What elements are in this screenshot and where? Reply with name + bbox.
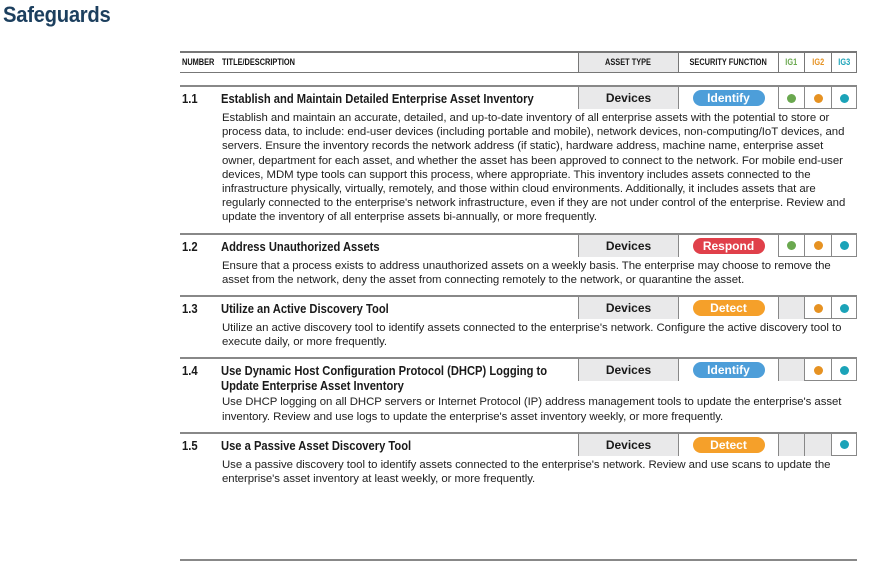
header-ig2: IG2 xyxy=(804,53,831,72)
safeguard-title: Address Unauthorized Assets xyxy=(221,238,380,254)
ig1-dot-icon xyxy=(787,241,796,250)
ig3-cell xyxy=(831,434,857,456)
safeguard-attributes xyxy=(578,297,857,319)
ig2-dot-icon xyxy=(814,241,823,250)
table-row xyxy=(180,85,857,229)
ig3-cell xyxy=(831,235,857,257)
safeguards-table xyxy=(180,51,857,490)
safeguard-number: 1.5 xyxy=(182,438,198,453)
safeguard-description: Use a passive discovery tool to identify assets connected to the enterprise's network. Review and use scans to update the enterprise's asset inventory at least weekly, or more frequently. xyxy=(222,458,831,486)
safeguard-number: 1.3 xyxy=(182,302,198,317)
ig2-cell xyxy=(804,434,831,456)
safeguard-header xyxy=(180,87,857,111)
safeguard-rows xyxy=(180,85,857,490)
safeguard-title: Use Dynamic Host Configuration Protocol (DHCP) Logging to Update Enterprise Asset Inventory xyxy=(221,363,548,394)
table-header xyxy=(180,51,857,73)
security-function-cell xyxy=(678,297,778,319)
safeguard-attributes xyxy=(578,235,857,257)
safeguard-header xyxy=(180,297,857,321)
ig3-dot-icon xyxy=(840,366,849,375)
security-function-badge: Identify xyxy=(693,90,765,106)
ig3-cell xyxy=(831,87,857,109)
safeguard-title: Utilize an Active Discovery Tool xyxy=(221,301,389,317)
ig1-cell xyxy=(778,87,804,109)
table-row xyxy=(180,432,857,490)
safeguard-title: Establish and Maintain Detailed Enterprise Asset Inventory xyxy=(221,91,534,106)
table-row xyxy=(180,295,857,353)
ig1-dot-icon xyxy=(787,94,796,103)
asset-type-cell: Devices xyxy=(578,235,678,257)
ig2-cell xyxy=(804,359,831,381)
asset-type-cell: Devices xyxy=(578,359,678,381)
safeguard-description: Establish and maintain an accurate, detailed, and up-to-date inventory of all enterprise assets with the potential to store or process data, to include: end-user devices (including portable and mobile), network devices, non-computing/IoT devices, and servers. Ensure the inventory records the network address (if static), hardware address, machine name, enterprise asset owner, department for each asset, and whether the asset has been approved to connect to the network. For mobile end-user devices, MDM type tools can support this process, where appropriate. This inventory includes assets connected to the infrastructure physically, virtually, remotely, and those within cloud environments. Additionally, it includes assets that are regularly connected to the enterprise's network infrastructure, even if they are not under control of the enterprise. Review and update the inventory of all enterprise assets bi-annually, or more frequently. xyxy=(222,112,846,224)
ig3-dot-icon xyxy=(840,440,849,449)
security-function-badge: Detect xyxy=(693,300,765,316)
safeguard-number: 1.2 xyxy=(182,239,198,254)
asset-type-cell: Devices xyxy=(578,87,678,109)
safeguard-header xyxy=(180,359,857,395)
safeguard-description: Use DHCP logging on all DHCP servers or Internet Protocol (IP) address management tools to update the enterprise's asset inventory. Review and use logs to update the enterprise's asset inventory weekly, or more frequently. xyxy=(222,396,842,423)
security-function-cell xyxy=(678,434,778,456)
page-title: Safeguards xyxy=(3,2,111,27)
security-function-cell xyxy=(678,87,778,109)
safeguard-attributes xyxy=(578,359,857,381)
safeguard-header xyxy=(180,434,857,458)
ig3-dot-icon xyxy=(840,241,849,250)
ig3-cell xyxy=(831,297,857,319)
header-ig1: IG1 xyxy=(778,53,804,72)
safeguard-header xyxy=(180,235,857,259)
safeguard-attributes xyxy=(578,434,857,456)
table-row xyxy=(180,357,857,427)
safeguard-description: Utilize an active discovery tool to identify assets connected to the enterprise's network. Configure the active discovery tool to execute daily, or more frequently. xyxy=(222,322,842,349)
asset-type-cell: Devices xyxy=(578,434,678,456)
ig2-dot-icon xyxy=(814,94,823,103)
ig1-cell xyxy=(778,434,804,456)
ig2-cell xyxy=(804,87,831,109)
security-function-badge: Respond xyxy=(693,238,765,254)
ig2-cell xyxy=(804,235,831,257)
security-function-badge: Identify xyxy=(693,362,765,378)
ig2-dot-icon xyxy=(814,304,823,313)
header-title: TITLE/DESCRIPTION xyxy=(222,57,295,67)
bottom-divider xyxy=(180,559,857,561)
header-asset-type: ASSET TYPE xyxy=(578,53,678,72)
ig3-dot-icon xyxy=(840,94,849,103)
ig1-cell xyxy=(778,297,804,319)
safeguard-number: 1.1 xyxy=(182,92,198,106)
security-function-cell xyxy=(678,359,778,381)
security-function-badge: Detect xyxy=(693,437,765,453)
ig1-cell xyxy=(778,235,804,257)
safeguard-description: Ensure that a process exists to address unauthorized assets on a weekly basis. The enterprise may choose to remove the asset from the network, deny the asset from connecting remotely to the network, or quarantine the asset. xyxy=(222,259,831,286)
table-row xyxy=(180,233,857,291)
ig2-dot-icon xyxy=(814,366,823,375)
header-number: NUMBER xyxy=(182,57,215,67)
safeguard-title: Use a Passive Asset Discovery Tool xyxy=(221,437,412,453)
header-security-function: SECURITY FUNCTION xyxy=(678,53,778,72)
safeguard-number: 1.4 xyxy=(182,364,198,379)
ig1-cell xyxy=(778,359,804,381)
ig2-cell xyxy=(804,297,831,319)
asset-type-cell: Devices xyxy=(578,297,678,319)
ig3-cell xyxy=(831,359,857,381)
safeguard-attributes xyxy=(578,87,857,109)
ig3-dot-icon xyxy=(840,304,849,313)
header-ig3: IG3 xyxy=(831,53,857,72)
security-function-cell xyxy=(678,235,778,257)
